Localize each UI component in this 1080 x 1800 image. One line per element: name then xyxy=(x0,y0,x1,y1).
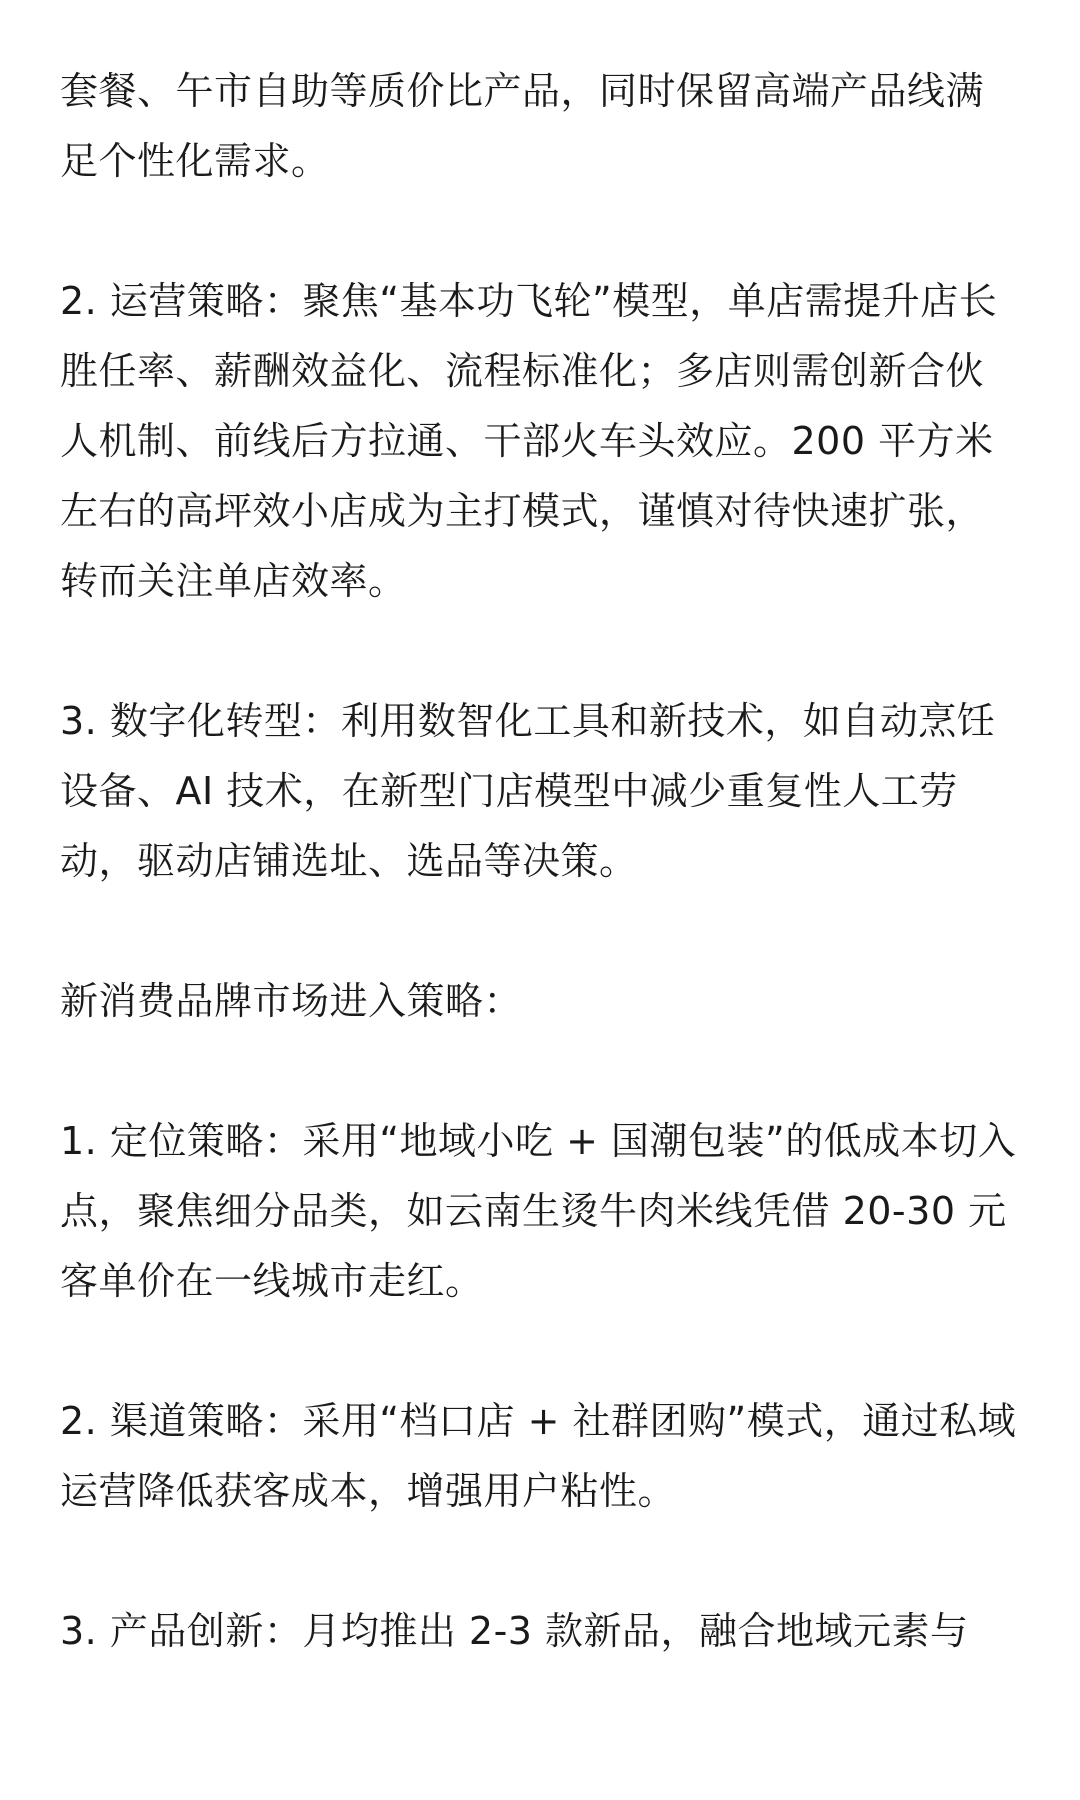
paragraph-product-innovation: 3. 产品创新：月均推出 2-3 款新品，融合地域元素与 xyxy=(60,1609,969,1653)
paragraph-positioning-strategy: 1. 定位策略：采用“地域小吃 + 国潮包装”的低成本切入点，聚焦细分品类，如云南生烫牛肉米线凭借 20-30 元客单价在一线城市走红。 xyxy=(60,1119,1017,1303)
section-heading-new-consumer-brands: 新消费品牌市场进入策略： xyxy=(60,979,523,1023)
paragraph-operations-strategy: 2. 运营策略：聚焦“基本功飞轮”模型，单店需提升店长胜任率、薪酬效益化、流程标准化；多店则需创新合伙人机制、前线后方拉通、干部火车头效应。200 平方米左右的高坪效小店成为主打模式，谨慎对待快速扩张，转而关注单店效率。 xyxy=(60,279,998,603)
paragraph-digital-transformation: 3. 数字化转型：利用数智化工具和新技术，如自动烹饪设备、AI 技术，在新型门店模型中减少重复性人工劳动，驱动店铺选址、选品等决策。 xyxy=(60,699,996,883)
paragraph-product-tiers: 套餐、午市自助等质价比产品，同时保留高端产品线满足个性化需求。 xyxy=(60,69,985,183)
paragraph-channel-strategy: 2. 渠道策略：采用“档口店 + 社群团购”模式，通过私域运营降低获客成本，增强用户粘性。 xyxy=(60,1399,1017,1513)
